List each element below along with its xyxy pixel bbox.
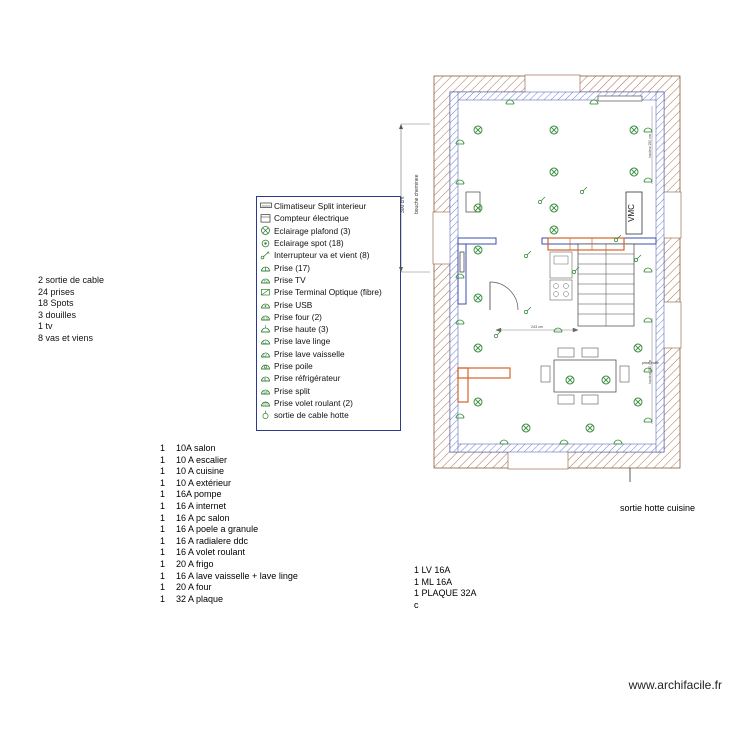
circuit-row [160, 524, 298, 536]
circuit-row [160, 443, 298, 455]
legend-item-shutter-socket [259, 397, 398, 409]
appliance-line: 1 LV 16A [414, 565, 451, 575]
legend-label: Prise lave linge [274, 336, 331, 347]
svg-text:SP: SP [263, 390, 268, 395]
cable-outlet-icon [259, 410, 272, 421]
circuit-qty: 1 [160, 535, 166, 546]
circuit-label: 10 A cuisine [176, 466, 225, 477]
legend-label: Prise TV [274, 274, 306, 285]
legend-item-split-socket [259, 384, 398, 396]
circuit-qty: 1 [160, 512, 166, 523]
dishwasher-socket-icon [259, 348, 272, 359]
hood-exit-arrow [626, 468, 634, 482]
staircase [578, 244, 634, 326]
summary-line: 24 prises [38, 286, 75, 297]
legend-label: Eclairage spot (18) [274, 238, 344, 249]
legend-label: Prise split [274, 385, 310, 396]
legend-label: Prise haute (3) [274, 324, 329, 335]
circuit-row [160, 466, 298, 478]
legend-label: Prise lave vaisselle [274, 348, 345, 359]
circuit-row [160, 513, 298, 525]
dim-bottom-label: 243 cm [531, 325, 543, 329]
legend-item-tv-socket [259, 274, 398, 286]
legend-label: Eclairage plafond (3) [274, 225, 351, 236]
legend-item-fiber-socket [259, 286, 398, 298]
circuit-row [160, 489, 298, 501]
circuit-label: 10A salon [176, 443, 216, 453]
circuit-row [160, 455, 298, 467]
legend-label: Compteur électrique [274, 213, 349, 224]
circuit-qty: 1 [160, 582, 166, 593]
legend-item-electric-meter [259, 212, 398, 224]
circuit-qty: 1 [160, 466, 166, 477]
summary-line: 8 vas et viens [38, 332, 94, 343]
circuit-label: 20 A four [176, 582, 212, 593]
chimney-vent-label: bouche cheminee [414, 174, 420, 214]
legend-item-ceiling-light [259, 225, 398, 237]
summary-line: 18 Spots [38, 298, 74, 308]
circuit-row [160, 559, 298, 571]
electric-panel [460, 252, 464, 272]
circuit-qty: 1 [160, 524, 166, 535]
circuit-label: 20 A frigo [176, 558, 214, 569]
circuit-row [160, 582, 298, 594]
socket-icon [259, 262, 272, 273]
svg-text:VMC: VMC [627, 204, 636, 222]
ceiling-light-icon [259, 225, 272, 236]
exterior-walls [434, 76, 680, 468]
split-socket-icon [259, 385, 272, 396]
circuit-label: 16 A pc salon [176, 512, 230, 523]
prise-hotte-label: prise hotte [642, 361, 659, 365]
legend-item-cable-outlet [259, 409, 398, 421]
circuit-row [160, 571, 298, 583]
legend-item-spot-light [259, 237, 398, 249]
legend-item-usb-socket [259, 298, 398, 310]
svg-text:LL: LL [263, 340, 267, 345]
appliance-line: c [414, 599, 419, 610]
site-url: www.archifacile.fr [628, 678, 722, 692]
circuit-label: 16 A poele a granule [176, 524, 259, 535]
circuit-row [160, 478, 298, 490]
summary-line: 2 sortie de cable [38, 275, 105, 285]
legend-item-oven-socket [259, 311, 398, 323]
legend-label: Prise USB [274, 299, 313, 310]
legend-label: Prise Terminal Optique (fibre) [274, 287, 382, 298]
circuit-qty: 1 [160, 558, 166, 569]
washing-machine-socket-icon [259, 336, 272, 347]
summary-list [38, 275, 104, 344]
legend-label: Prise (17) [274, 262, 310, 273]
legend-label: Prise volet roulant (2) [274, 397, 353, 408]
circuit-label: 16 A radialere ddc [176, 535, 249, 546]
spot-light-icon [259, 238, 272, 249]
circuit-qty: 1 [160, 593, 166, 604]
circuit-qty: 1 [160, 443, 166, 453]
appliance-line: 1 PLAQUE 32A [414, 588, 477, 599]
legend-label: Interrupteur va et vient (8) [274, 250, 370, 261]
circuit-row [160, 536, 298, 548]
fiber-socket-icon [259, 287, 272, 298]
high-socket-icon [259, 324, 272, 335]
circuit-qty: 1 [160, 500, 166, 511]
circuit-row [160, 501, 298, 513]
two-way-switch-icon [259, 250, 272, 261]
shutter-socket-icon [259, 397, 272, 408]
svg-text:LV: LV [263, 353, 267, 358]
fridge-socket-icon [259, 373, 272, 384]
circuit-label: 10 A extérieur [176, 477, 232, 488]
summary-line: 1 tv [38, 321, 53, 331]
circuit-label: 16 A internet [176, 500, 227, 511]
legend-item-split-ac [259, 200, 398, 212]
circuit-label: 10 A escalier [176, 454, 228, 465]
hood-exit-label: sortie hotte cuisine [620, 503, 696, 513]
summary-line: 3 douilles [38, 309, 77, 320]
dimension-left-label: 300 cm [400, 196, 406, 213]
legend-label: Prise four (2) [274, 311, 322, 322]
legend-item-stove-socket [259, 360, 398, 372]
circuit-label: 32 A plaque [176, 593, 224, 604]
circuit-qty: 1 [160, 454, 166, 465]
electric-meter-icon [259, 213, 272, 224]
vmc-closet [626, 192, 642, 234]
legend-label: Prise réfrigérateur [274, 373, 341, 384]
dim-right-bottom-label: hauteur 250 cm [648, 360, 652, 384]
legend-label: Climatiseur Split interieur [274, 201, 367, 212]
circuit-label: 16 A lave vaisselle + lave linge [176, 570, 298, 581]
stove-socket-icon [259, 361, 272, 372]
appliance-list [414, 565, 477, 611]
appliance-line: 1 ML 16A [414, 576, 453, 587]
legend-item-high-socket [259, 323, 398, 335]
circuit-qty: 1 [160, 570, 166, 581]
svg-text:R: R [263, 377, 266, 382]
circuit-row [160, 547, 298, 559]
usb-socket-icon [259, 299, 272, 310]
dim-right-top-label: hauteur 250 cm [648, 134, 652, 158]
legend-item-dishwasher-socket [259, 348, 398, 360]
circuit-list [160, 443, 298, 605]
circuit-row [160, 594, 298, 606]
circuit-qty: 1 [160, 489, 166, 500]
circuit-qty: 1 [160, 547, 166, 558]
legend-label: Prise poile [274, 361, 313, 371]
legend-box [256, 196, 401, 431]
window-symbol [598, 96, 642, 101]
circuit-label: 16A pompe [176, 489, 222, 500]
circuit-label: 16 A volet roulant [176, 547, 246, 558]
svg-text:TV: TV [263, 279, 268, 284]
split-ac-icon [259, 201, 272, 212]
oven-socket-icon [259, 311, 272, 322]
legend-item-fridge-socket [259, 372, 398, 384]
tv-socket-icon [259, 274, 272, 285]
legend-item-two-way-switch [259, 249, 398, 261]
legend-label: sortie de cable hotte [274, 410, 349, 421]
floor-plan [430, 72, 690, 482]
legend-item-socket [259, 261, 398, 273]
legend-item-washing-machine-socket [259, 335, 398, 347]
circuit-qty: 1 [160, 477, 166, 488]
